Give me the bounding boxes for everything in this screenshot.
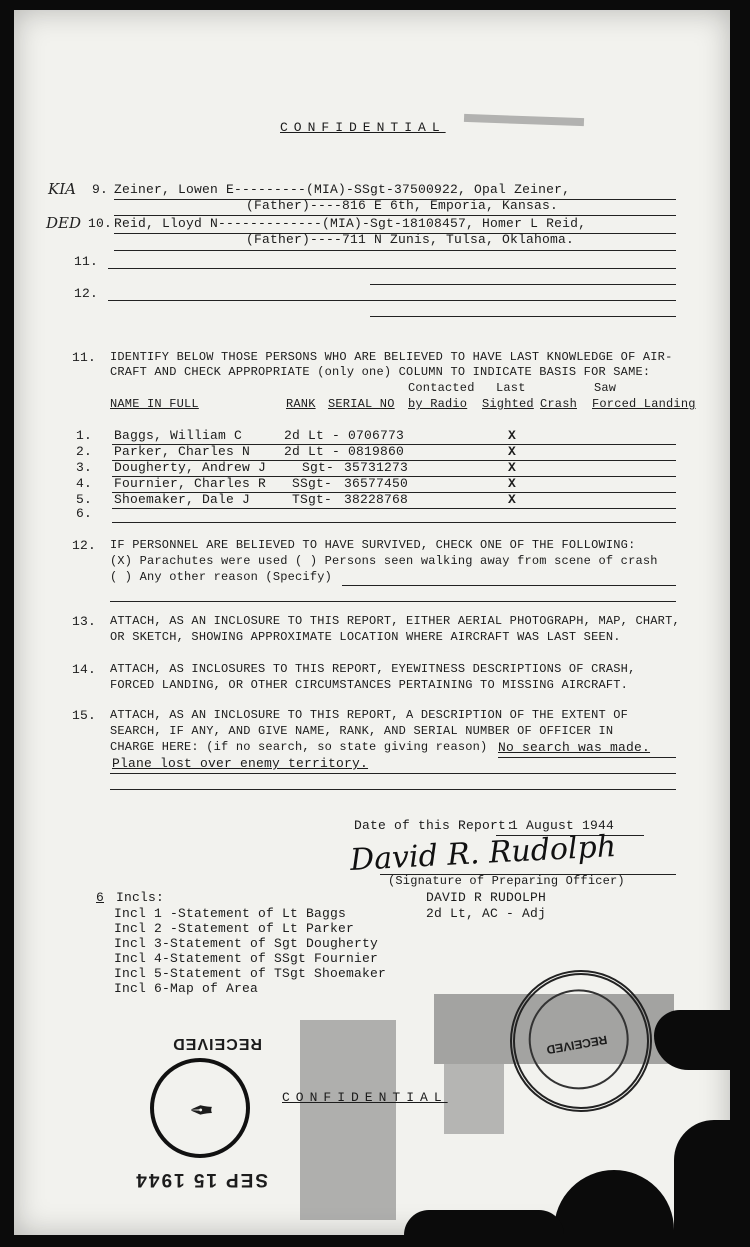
row-mark: X — [508, 476, 517, 491]
round-date-stamp — [499, 959, 664, 1124]
torn-edge — [674, 1120, 730, 1235]
section-text: FORCED LANDING, OR OTHER CIRCUMSTANCES PERTAINING TO MISSING AIRCRAFT. — [110, 678, 629, 692]
smudge — [464, 114, 584, 126]
search-answer: Plane lost over enemy territory. — [112, 756, 369, 771]
rule — [110, 601, 676, 602]
rule — [108, 268, 676, 269]
date-label: Date of this Report: — [354, 818, 515, 833]
document-page — [14, 10, 730, 1235]
confidential-header: CONFIDENTIAL — [280, 120, 446, 135]
person-num: 10. — [88, 216, 113, 231]
rule — [110, 789, 676, 790]
officer-rank: 2d Lt, AC - Adj — [426, 906, 547, 921]
row-name: Fournier, Charles R — [114, 476, 267, 491]
incl-item: Incl 1 -Statement of Lt Baggs — [114, 906, 347, 921]
incl-item: Incl 2 -Statement of Lt Parker — [114, 921, 355, 936]
pen-icon: ✒ — [188, 1091, 214, 1126]
tape-strip — [444, 1064, 504, 1134]
col-head-saw: Saw — [594, 381, 617, 395]
tape-strip — [300, 1020, 396, 1220]
row-name: Shoemaker, Dale J — [114, 492, 251, 507]
row-name: Dougherty, Andrew J — [114, 460, 267, 475]
person-line: (Father)----816 E 6th, Emporia, Kansas. — [246, 198, 559, 213]
row-mark: X — [508, 492, 517, 507]
received-stamp-label: RECEIVED — [172, 1035, 262, 1052]
rule — [108, 300, 676, 301]
section-num: 15. — [72, 708, 97, 723]
row-rank: 2d Lt - — [284, 444, 341, 459]
incl-label: Incls: — [116, 890, 165, 905]
person-num: 11. — [74, 254, 99, 269]
section-text: SEARCH, IF ANY, AND GIVE NAME, RANK, AND SERIAL NUMBER OF OFFICER IN — [110, 724, 614, 738]
received-stamp-date: SEP 15 1944 — [134, 1169, 268, 1190]
section-text: (X) Parachutes were used ( ) Persons seen walking away from scene of crash — [110, 554, 658, 568]
received-stamp — [126, 1022, 276, 1192]
section-text: IF PERSONNEL ARE BELIEVED TO HAVE SURVIVED, CHECK ONE OF THE FOLLOWING: — [110, 538, 636, 552]
row-num: 4. — [76, 476, 93, 491]
rule — [110, 773, 676, 774]
rule — [370, 284, 676, 285]
rule — [112, 508, 676, 509]
row-rank: 2d Lt - — [284, 428, 341, 443]
col-head-serial: SERIAL NO — [328, 397, 395, 411]
section-num: 14. — [72, 662, 97, 677]
row-serial: 35731273 — [344, 460, 409, 475]
round-stamp-label: RECEIVED — [545, 1032, 609, 1057]
rule — [342, 585, 676, 586]
row-serial: 0819860 — [348, 444, 405, 459]
torn-edge — [654, 1010, 730, 1070]
row-serial: 38228768 — [344, 492, 409, 507]
row-num: 3. — [76, 460, 93, 475]
rule — [114, 250, 676, 251]
confidential-footer: CONFIDENTIAL — [282, 1090, 448, 1105]
col-head-sighted: Sighted — [482, 397, 534, 411]
row-num: 2. — [76, 444, 93, 459]
section-text: OR SKETCH, SHOWING APPROXIMATE LOCATION WHERE AIRCRAFT WAS LAST SEEN. — [110, 630, 621, 644]
person-line: Reid, Lloyd N-------------(MIA)-Sgt-18108457, Homer L Reid, — [114, 216, 587, 231]
row-serial: 36577450 — [344, 476, 409, 491]
incl-count: 6 — [96, 890, 105, 905]
section-text: ( ) Any other reason (Specify) — [110, 570, 333, 584]
row-name: Parker, Charles N — [114, 444, 251, 459]
col-head-rank: RANK — [286, 397, 316, 411]
col-head-last: Last — [496, 381, 526, 395]
col-head-forced: Forced Landing — [592, 397, 696, 411]
stamp-circle — [150, 1058, 250, 1158]
row-mark: X — [508, 428, 517, 443]
section-num: 11. — [72, 350, 97, 365]
section-text: ATTACH, AS INCLOSURES TO THIS REPORT, EYEWITNESS DESCRIPTIONS OF CRASH, — [110, 662, 636, 676]
row-rank: SSgt- — [292, 476, 333, 491]
rule — [370, 316, 676, 317]
person-line: Zeiner, Lowen E---------(MIA)-SSgt-37500922, Opal Zeiner, — [114, 182, 571, 197]
incl-item: Incl 5-Statement of TSgt Shoemaker — [114, 966, 387, 981]
person-mark-kia: KIA — [48, 180, 76, 198]
col-head-radio: by Radio — [408, 397, 468, 411]
row-mark: X — [508, 460, 517, 475]
row-num: 1. — [76, 428, 93, 443]
col-head-crash: Crash — [540, 397, 578, 411]
row-mark: X — [508, 444, 517, 459]
person-num: 9. — [92, 182, 109, 197]
row-name: Baggs, William C — [114, 428, 243, 443]
col-head-contacted: Contacted — [408, 381, 475, 395]
section-num: 12. — [72, 538, 97, 553]
section-num: 13. — [72, 614, 97, 629]
section-text: ATTACH, AS AN INCLOSURE TO THIS REPORT, EITHER AERIAL PHOTOGRAPH, MAP, CHART, — [110, 614, 680, 628]
person-line: (Father)----711 N Zunis, Tulsa, Oklahoma. — [246, 232, 575, 247]
section-text: ATTACH, AS AN INCLOSURE TO THIS REPORT, A DESCRIPTION OF THE EXTENT OF — [110, 708, 629, 722]
search-answer: No search was made. — [498, 740, 651, 755]
person-mark-ded: DED — [46, 214, 82, 232]
torn-edge — [554, 1170, 674, 1235]
row-num: 5. — [76, 492, 93, 507]
rule — [498, 757, 676, 758]
torn-edge — [404, 1210, 564, 1235]
row-num: 6. — [76, 506, 93, 521]
rule — [112, 522, 676, 523]
incl-item: Incl 4-Statement of SSgt Fournier — [114, 951, 379, 966]
col-head-name: NAME IN FULL — [110, 397, 199, 411]
row-serial: 0706773 — [348, 428, 405, 443]
signature-script: David R. Rudolph — [349, 829, 617, 878]
row-rank: Sgt- — [302, 460, 335, 475]
incl-item: Incl 3-Statement of Sgt Dougherty — [114, 936, 379, 951]
date-value: 1 August 1944 — [510, 818, 615, 833]
section-text: CHARGE HERE: (if no search, so state giving reason) — [110, 740, 488, 754]
section-text: CRAFT AND CHECK APPROPRIATE (only one) COLUMN TO INDICATE BASIS FOR SAME: — [110, 365, 651, 379]
incl-item: Incl 6-Map of Area — [114, 981, 259, 996]
section-text: IDENTIFY BELOW THOSE PERSONS WHO ARE BELIEVED TO HAVE LAST KNOWLEDGE OF AIR- — [110, 350, 673, 364]
person-num: 12. — [74, 286, 99, 301]
row-rank: TSgt- — [292, 492, 333, 507]
signature-label: (Signature of Preparing Officer) — [388, 874, 625, 888]
officer-name: DAVID R RUDOLPH — [426, 890, 547, 905]
